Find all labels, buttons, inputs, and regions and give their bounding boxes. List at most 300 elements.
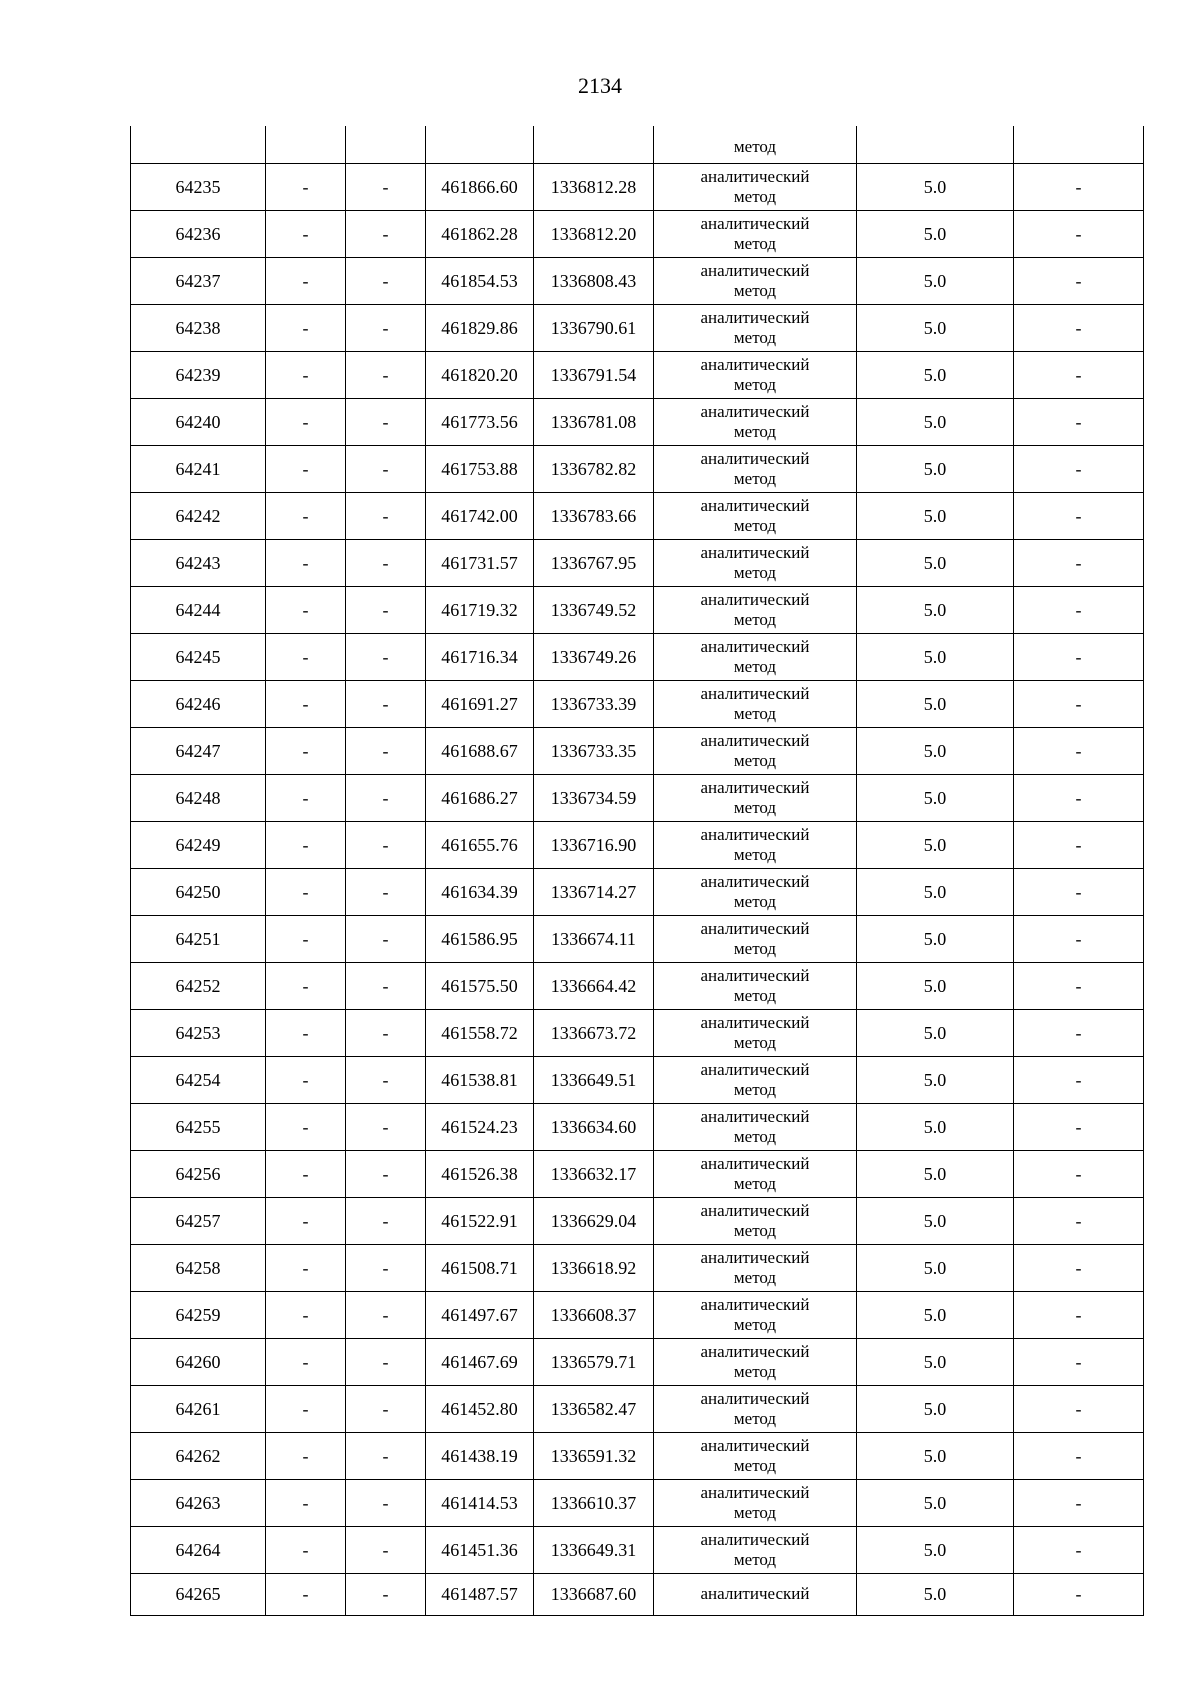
- cell-x-coordinate: 461719.32: [426, 586, 534, 633]
- table-row: [131, 210, 1144, 257]
- cell-col2: -: [266, 1150, 346, 1197]
- method-line2: метод: [733, 938, 777, 958]
- table-row: [131, 868, 1144, 915]
- cell-col2: -: [266, 868, 346, 915]
- cell-point-id: 64238: [131, 304, 266, 351]
- cell-method: [654, 1056, 857, 1103]
- cell-col2: -: [266, 1526, 346, 1573]
- cell-accuracy: 5.0: [857, 915, 1014, 962]
- method-line1: аналитический: [700, 683, 810, 703]
- cell-point-id: 64242: [131, 492, 266, 539]
- cell-x-coordinate: 461487.57: [426, 1573, 534, 1615]
- cell-x-coordinate: 461862.28: [426, 210, 534, 257]
- cell-accuracy: 5.0: [857, 257, 1014, 304]
- method-line2: метод: [733, 844, 777, 864]
- cell-col3: -: [346, 1150, 426, 1197]
- method-line1: аналитический: [700, 1435, 810, 1455]
- cell-col3: -: [346, 915, 426, 962]
- cell-col8: -: [1014, 586, 1144, 633]
- cell-point-id: 64248: [131, 774, 266, 821]
- cell-col2: -: [266, 398, 346, 445]
- cell-y-coordinate: 1336591.32: [534, 1432, 654, 1479]
- cell-point-id: 64244: [131, 586, 266, 633]
- method-line1: аналитический: [700, 1106, 810, 1126]
- method-line1: аналитический: [700, 1012, 810, 1032]
- cell-point-id: 64236: [131, 210, 266, 257]
- cell-point-id: 64237: [131, 257, 266, 304]
- method-line1: аналитический: [700, 1584, 810, 1603]
- cell-col2: -: [266, 1197, 346, 1244]
- cell-x-coordinate: 461773.56: [426, 398, 534, 445]
- table-row: [131, 586, 1144, 633]
- cell-accuracy: 5.0: [857, 586, 1014, 633]
- method-line1: аналитический: [700, 871, 810, 891]
- cell-y-coordinate: 1336733.39: [534, 680, 654, 727]
- table-row: [131, 257, 1144, 304]
- cell-method: [654, 1291, 857, 1338]
- cell-col2: -: [266, 539, 346, 586]
- cell-point-id: 64245: [131, 633, 266, 680]
- cell-col3: -: [346, 257, 426, 304]
- cell-y-coordinate: 1336618.92: [534, 1244, 654, 1291]
- cell-method: [654, 1244, 857, 1291]
- cell-col2: -: [266, 492, 346, 539]
- cell-col2: -: [266, 1479, 346, 1526]
- cell-empty: [534, 126, 654, 163]
- method-line2: метод: [733, 985, 777, 1005]
- cell-method: [654, 868, 857, 915]
- cell-point-id: 64254: [131, 1056, 266, 1103]
- cell-method: [654, 1150, 857, 1197]
- method-line1: аналитический: [700, 260, 810, 280]
- cell-point-id: 64246: [131, 680, 266, 727]
- cell-empty: [131, 126, 266, 163]
- cell-col2: -: [266, 727, 346, 774]
- cell-y-coordinate: 1336610.37: [534, 1479, 654, 1526]
- cell-y-coordinate: 1336781.08: [534, 398, 654, 445]
- cell-col8: -: [1014, 398, 1144, 445]
- table-row: [131, 774, 1144, 821]
- cell-col2: -: [266, 304, 346, 351]
- cell-y-coordinate: 1336716.90: [534, 821, 654, 868]
- cell-method: [654, 1009, 857, 1056]
- cell-col3: -: [346, 1291, 426, 1338]
- method-line1: аналитический: [700, 1247, 810, 1267]
- cell-point-id: 64252: [131, 962, 266, 1009]
- cell-method-continuation: метод: [654, 126, 857, 163]
- cell-y-coordinate: 1336629.04: [534, 1197, 654, 1244]
- table-row: [131, 1009, 1144, 1056]
- cell-method: [654, 680, 857, 727]
- method-line2: метод: [733, 468, 777, 488]
- cell-accuracy: 5.0: [857, 304, 1014, 351]
- cell-point-id: 64255: [131, 1103, 266, 1150]
- table-row: [131, 1150, 1144, 1197]
- cell-method: [654, 1432, 857, 1479]
- cell-point-id: 64235: [131, 163, 266, 210]
- cell-col2: -: [266, 1573, 346, 1615]
- cell-col3: -: [346, 398, 426, 445]
- cell-x-coordinate: 461438.19: [426, 1432, 534, 1479]
- cell-y-coordinate: 1336733.35: [534, 727, 654, 774]
- method-line2: метод: [733, 1173, 777, 1193]
- method-line1: аналитический: [700, 1482, 810, 1502]
- cell-col3: -: [346, 1526, 426, 1573]
- cell-col8: -: [1014, 1338, 1144, 1385]
- cell-col8: -: [1014, 1150, 1144, 1197]
- cell-accuracy: 5.0: [857, 1291, 1014, 1338]
- cell-col8: -: [1014, 539, 1144, 586]
- cell-point-id: 64243: [131, 539, 266, 586]
- cell-x-coordinate: 461467.69: [426, 1338, 534, 1385]
- cell-point-id: 64262: [131, 1432, 266, 1479]
- cell-accuracy: 5.0: [857, 445, 1014, 492]
- table-row: [131, 821, 1144, 868]
- method-line2: метод: [733, 1079, 777, 1099]
- cell-accuracy: 5.0: [857, 539, 1014, 586]
- method-line2: метод: [733, 233, 777, 253]
- cell-method: [654, 492, 857, 539]
- method-line1: аналитический: [700, 730, 810, 750]
- cell-x-coordinate: 461526.38: [426, 1150, 534, 1197]
- cell-x-coordinate: 461753.88: [426, 445, 534, 492]
- coordinates-table: [130, 126, 1144, 1616]
- cell-y-coordinate: 1336767.95: [534, 539, 654, 586]
- cell-col2: -: [266, 1291, 346, 1338]
- cell-col2: -: [266, 1338, 346, 1385]
- method-line2: метод: [733, 1314, 777, 1334]
- cell-point-id: 64260: [131, 1338, 266, 1385]
- cell-col3: -: [346, 962, 426, 1009]
- cell-x-coordinate: 461634.39: [426, 868, 534, 915]
- method-line2: метод: [733, 750, 777, 770]
- cell-method: [654, 1526, 857, 1573]
- cell-method: [654, 915, 857, 962]
- method-line2: метод: [733, 1455, 777, 1475]
- table-row: [131, 304, 1144, 351]
- table-row: [131, 539, 1144, 586]
- cell-method: [654, 1479, 857, 1526]
- cell-accuracy: 5.0: [857, 962, 1014, 1009]
- cell-point-id: 64253: [131, 1009, 266, 1056]
- method-line2: метод: [733, 421, 777, 441]
- cell-col3: -: [346, 680, 426, 727]
- cell-empty: [346, 126, 426, 163]
- cell-x-coordinate: 461524.23: [426, 1103, 534, 1150]
- cell-col2: -: [266, 962, 346, 1009]
- cell-point-id: 64263: [131, 1479, 266, 1526]
- cell-method: [654, 398, 857, 445]
- cell-method: [654, 445, 857, 492]
- cell-col8: -: [1014, 1056, 1144, 1103]
- cell-x-coordinate: 461820.20: [426, 351, 534, 398]
- cell-col8: -: [1014, 445, 1144, 492]
- cell-y-coordinate: 1336734.59: [534, 774, 654, 821]
- cell-x-coordinate: 461538.81: [426, 1056, 534, 1103]
- cell-accuracy: 5.0: [857, 351, 1014, 398]
- cell-x-coordinate: 461866.60: [426, 163, 534, 210]
- cell-col8: -: [1014, 1103, 1144, 1150]
- cell-y-coordinate: 1336749.52: [534, 586, 654, 633]
- table-row: [131, 680, 1144, 727]
- method-line2: метод: [733, 1361, 777, 1381]
- table-row-continuation: [131, 126, 1144, 163]
- cell-col8: -: [1014, 1573, 1144, 1615]
- method-line1: аналитический: [700, 1059, 810, 1079]
- cell-col3: -: [346, 210, 426, 257]
- method-line1: аналитический: [700, 636, 810, 656]
- cell-col3: -: [346, 1056, 426, 1103]
- cell-y-coordinate: 1336812.20: [534, 210, 654, 257]
- cell-accuracy: 5.0: [857, 868, 1014, 915]
- cell-col3: -: [346, 774, 426, 821]
- cell-method: [654, 257, 857, 304]
- method-line2: метод: [733, 1267, 777, 1287]
- table-row: [131, 1056, 1144, 1103]
- cell-accuracy: 5.0: [857, 680, 1014, 727]
- method-line2: метод: [733, 1126, 777, 1146]
- cell-x-coordinate: 461522.91: [426, 1197, 534, 1244]
- cell-col2: -: [266, 445, 346, 492]
- table-row: [131, 1479, 1144, 1526]
- cell-col3: -: [346, 163, 426, 210]
- cell-y-coordinate: 1336579.71: [534, 1338, 654, 1385]
- cell-col2: -: [266, 1009, 346, 1056]
- cell-accuracy: 5.0: [857, 1103, 1014, 1150]
- page-number: 2134: [578, 73, 622, 98]
- cell-col3: -: [346, 1244, 426, 1291]
- cell-col3: -: [346, 539, 426, 586]
- method-line1: аналитический: [700, 1388, 810, 1408]
- table-row: [131, 1573, 1144, 1615]
- cell-col8: -: [1014, 962, 1144, 1009]
- cell-col8: -: [1014, 163, 1144, 210]
- cell-point-id: 64251: [131, 915, 266, 962]
- cell-accuracy: 5.0: [857, 1150, 1014, 1197]
- cell-col2: -: [266, 1103, 346, 1150]
- cell-col8: -: [1014, 1291, 1144, 1338]
- cell-x-coordinate: 461414.53: [426, 1479, 534, 1526]
- cell-y-coordinate: 1336783.66: [534, 492, 654, 539]
- cell-col3: -: [346, 1385, 426, 1432]
- cell-empty: [1014, 126, 1144, 163]
- cell-col3: -: [346, 1479, 426, 1526]
- table-row: [131, 1432, 1144, 1479]
- cell-col8: -: [1014, 351, 1144, 398]
- cell-accuracy: 5.0: [857, 163, 1014, 210]
- cell-x-coordinate: 461586.95: [426, 915, 534, 962]
- cell-col2: -: [266, 351, 346, 398]
- cell-col3: -: [346, 633, 426, 680]
- cell-x-coordinate: 461575.50: [426, 962, 534, 1009]
- cell-col8: -: [1014, 868, 1144, 915]
- method-line2: метод: [733, 515, 777, 535]
- cell-empty: [426, 126, 534, 163]
- method-line2: метод: [733, 327, 777, 347]
- cell-col8: -: [1014, 1526, 1144, 1573]
- table-row: [131, 445, 1144, 492]
- method-line1: аналитический: [700, 213, 810, 233]
- cell-col2: -: [266, 163, 346, 210]
- table-row: [131, 962, 1144, 1009]
- cell-y-coordinate: 1336649.31: [534, 1526, 654, 1573]
- method-line2: метод: [733, 1549, 777, 1569]
- cell-x-coordinate: 461655.76: [426, 821, 534, 868]
- cell-col2: -: [266, 210, 346, 257]
- method-line1: аналитический: [700, 1529, 810, 1549]
- method-line1: аналитический: [700, 1153, 810, 1173]
- cell-col8: -: [1014, 727, 1144, 774]
- cell-accuracy: 5.0: [857, 1009, 1014, 1056]
- table-row: [131, 1103, 1144, 1150]
- method-line1: аналитический: [700, 448, 810, 468]
- cell-accuracy: 5.0: [857, 1526, 1014, 1573]
- table-row: [131, 1244, 1144, 1291]
- cell-x-coordinate: 461716.34: [426, 633, 534, 680]
- cell-y-coordinate: 1336791.54: [534, 351, 654, 398]
- method-line1: аналитический: [700, 354, 810, 374]
- table-row: [131, 351, 1144, 398]
- cell-col8: -: [1014, 1479, 1144, 1526]
- cell-y-coordinate: 1336634.60: [534, 1103, 654, 1150]
- cell-accuracy: 5.0: [857, 1479, 1014, 1526]
- method-line2: метод: [733, 656, 777, 676]
- cell-col3: -: [346, 1338, 426, 1385]
- cell-col8: -: [1014, 774, 1144, 821]
- cell-accuracy: 5.0: [857, 774, 1014, 821]
- cell-col3: -: [346, 868, 426, 915]
- cell-col2: -: [266, 680, 346, 727]
- cell-x-coordinate: 461688.67: [426, 727, 534, 774]
- cell-method: [654, 304, 857, 351]
- cell-col2: -: [266, 586, 346, 633]
- cell-col8: -: [1014, 257, 1144, 304]
- method-line1: аналитический: [700, 542, 810, 562]
- method-line1: аналитический: [700, 307, 810, 327]
- cell-col3: -: [346, 304, 426, 351]
- method-line1: аналитический: [700, 918, 810, 938]
- cell-col8: -: [1014, 1432, 1144, 1479]
- cell-y-coordinate: 1336674.11: [534, 915, 654, 962]
- cell-point-id: 64257: [131, 1197, 266, 1244]
- cell-col8: -: [1014, 304, 1144, 351]
- cell-col2: -: [266, 1432, 346, 1479]
- cell-col2: -: [266, 257, 346, 304]
- cell-y-coordinate: 1336782.82: [534, 445, 654, 492]
- method-line2: метод: [733, 280, 777, 300]
- cell-point-id: 64240: [131, 398, 266, 445]
- cell-accuracy: 5.0: [857, 1056, 1014, 1103]
- method-line1: аналитический: [700, 1200, 810, 1220]
- cell-method: [654, 1338, 857, 1385]
- cell-col3: -: [346, 1103, 426, 1150]
- cell-col2: -: [266, 1385, 346, 1432]
- cell-col8: -: [1014, 1244, 1144, 1291]
- cell-col3: -: [346, 727, 426, 774]
- cell-col3: -: [346, 1573, 426, 1615]
- cell-col2: -: [266, 915, 346, 962]
- cell-method: [654, 821, 857, 868]
- cell-method: [654, 633, 857, 680]
- method-line1: аналитический: [700, 589, 810, 609]
- table-row: [131, 1338, 1144, 1385]
- cell-point-id: 64259: [131, 1291, 266, 1338]
- table-row: [131, 492, 1144, 539]
- cell-col8: -: [1014, 210, 1144, 257]
- cell-method: [654, 351, 857, 398]
- cell-x-coordinate: 461731.57: [426, 539, 534, 586]
- cell-col8: -: [1014, 1385, 1144, 1432]
- cell-col3: -: [346, 492, 426, 539]
- cell-col8: -: [1014, 1009, 1144, 1056]
- cell-method: [654, 539, 857, 586]
- cell-y-coordinate: 1336664.42: [534, 962, 654, 1009]
- method-line2: метод: [733, 186, 777, 206]
- cell-point-id: 64261: [131, 1385, 266, 1432]
- method-line1: аналитический: [700, 965, 810, 985]
- cell-method: [654, 1197, 857, 1244]
- method-line2: метод: [733, 609, 777, 629]
- table-row: [131, 633, 1144, 680]
- cell-method: [654, 962, 857, 1009]
- method-line1: аналитический: [700, 401, 810, 421]
- cell-y-coordinate: 1336687.60: [534, 1573, 654, 1615]
- method-line2: метод: [733, 1032, 777, 1052]
- cell-accuracy: 5.0: [857, 633, 1014, 680]
- cell-y-coordinate: 1336808.43: [534, 257, 654, 304]
- cell-col2: -: [266, 1244, 346, 1291]
- cell-method: [654, 586, 857, 633]
- cell-accuracy: 5.0: [857, 1244, 1014, 1291]
- cell-x-coordinate: 461691.27: [426, 680, 534, 727]
- cell-y-coordinate: 1336790.61: [534, 304, 654, 351]
- cell-x-coordinate: 461829.86: [426, 304, 534, 351]
- cell-accuracy: 5.0: [857, 727, 1014, 774]
- cell-col3: -: [346, 1197, 426, 1244]
- cell-y-coordinate: 1336673.72: [534, 1009, 654, 1056]
- table-row: [131, 1385, 1144, 1432]
- cell-col3: -: [346, 821, 426, 868]
- method-line1: аналитический: [700, 166, 810, 186]
- method-line2: метод: [733, 797, 777, 817]
- cell-accuracy: 5.0: [857, 492, 1014, 539]
- cell-accuracy: 5.0: [857, 210, 1014, 257]
- cell-point-id: 64247: [131, 727, 266, 774]
- cell-col2: -: [266, 774, 346, 821]
- cell-col8: -: [1014, 633, 1144, 680]
- method-line1: аналитический: [700, 495, 810, 515]
- method-line2: метод: [733, 703, 777, 723]
- cell-x-coordinate: 461558.72: [426, 1009, 534, 1056]
- cell-x-coordinate: 461686.27: [426, 774, 534, 821]
- cell-col3: -: [346, 586, 426, 633]
- method-line1: аналитический: [700, 1341, 810, 1361]
- table-row: [131, 915, 1144, 962]
- table-row: [131, 163, 1144, 210]
- cell-accuracy: 5.0: [857, 1197, 1014, 1244]
- cell-col2: -: [266, 1056, 346, 1103]
- method-line2: метод: [733, 891, 777, 911]
- cell-point-id: 64258: [131, 1244, 266, 1291]
- cell-y-coordinate: 1336714.27: [534, 868, 654, 915]
- cell-y-coordinate: 1336632.17: [534, 1150, 654, 1197]
- table-body: [131, 126, 1144, 1615]
- cell-accuracy: 5.0: [857, 1432, 1014, 1479]
- cell-point-id: 64265: [131, 1573, 266, 1615]
- cell-method: [654, 1573, 857, 1615]
- table-row: [131, 1291, 1144, 1338]
- cell-point-id: 64264: [131, 1526, 266, 1573]
